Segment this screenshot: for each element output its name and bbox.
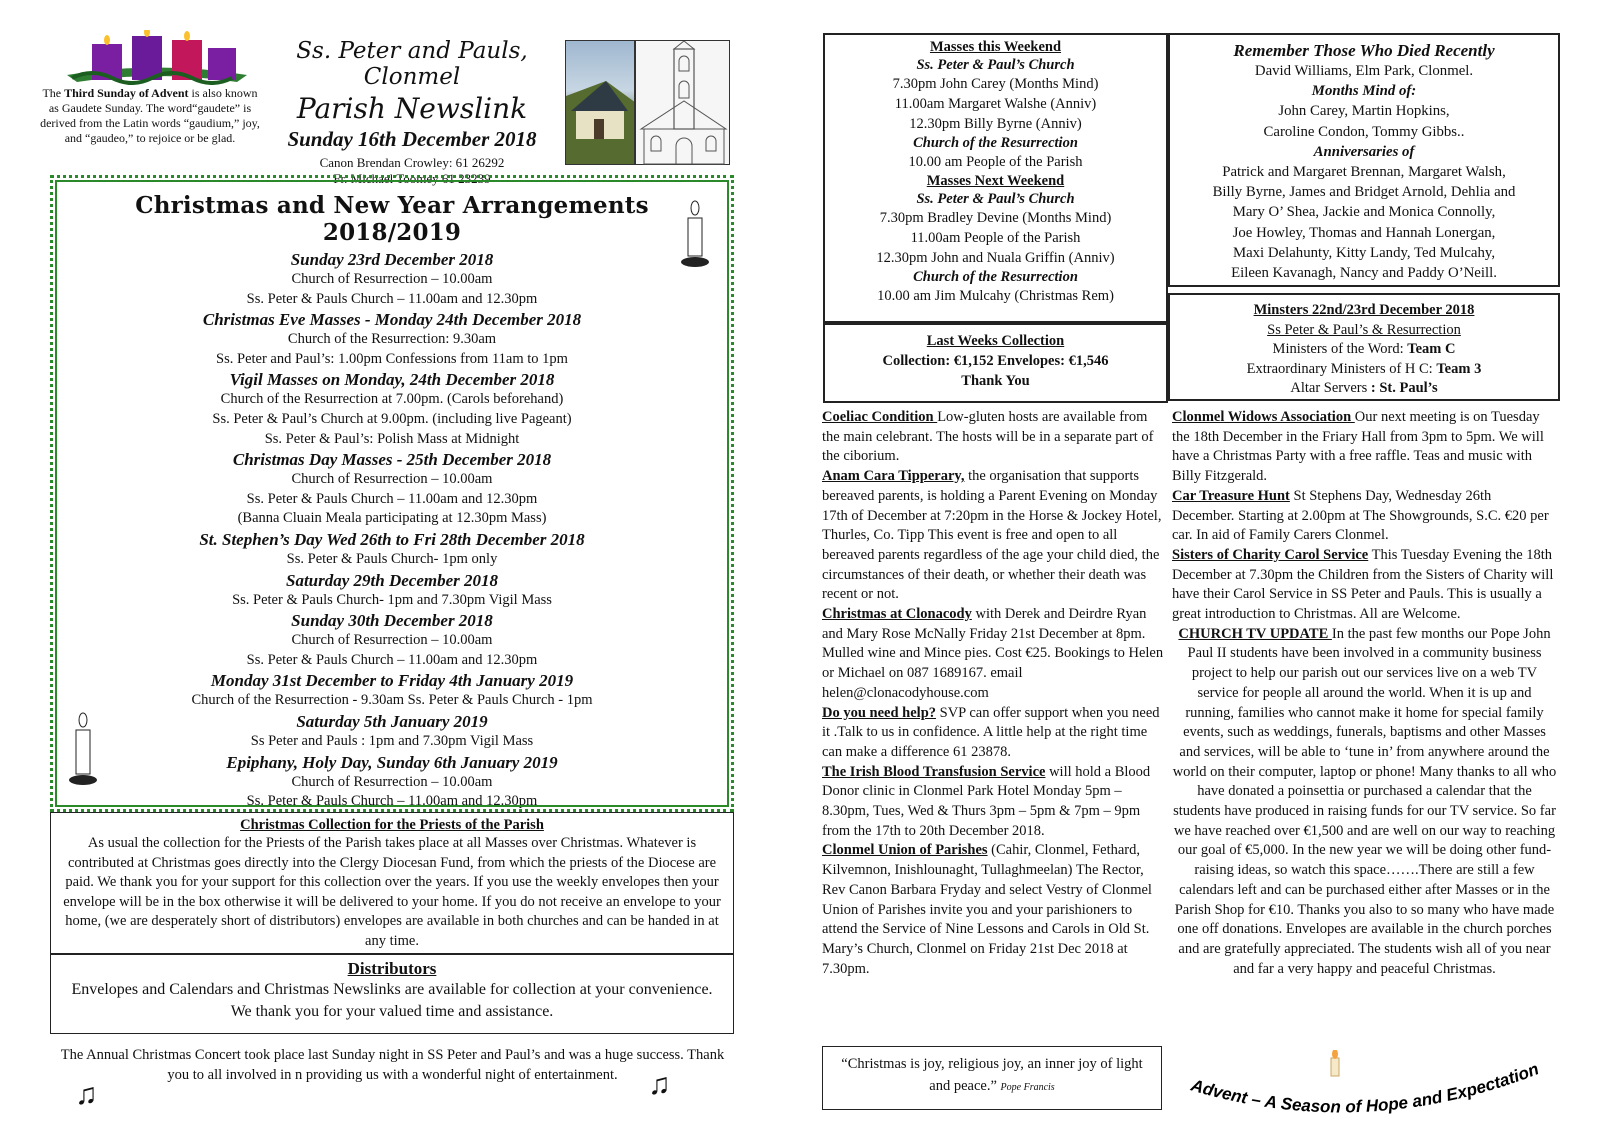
schedule-heading: Saturday 5th January 2019 xyxy=(296,711,488,731)
notice-heading: Anam Cara Tipperary, xyxy=(822,468,965,485)
remember-box: Remember Those Who Died Recently David Williams, Elm Park, Clonmel. Months Mind of: John Carey, Martin Hopkins, Caroline Condon, Tommy Gibbs.. Anniversaries of Patrick and Margaret Brennan, Margaret Walsh, Billy Byrne, James and Bridget Arnold, Dehlia and Mary O’ Shea, Jackie and Monica Connolly, Joe Howley, Thomas and Hannah Lonergan, Maxi Delahunty, Kitty Landy, Ted Mulcahy, Eileen Kavanagh, Nancy and Paddy O’Neill. xyxy=(1168,33,1560,287)
church-tv-update: CHURCH TV UPDATE In the past few months our Pope John Paul II students have been involved in a community business project to help our parish out our services live on a web TV service for people all around the world. When it is up and running, families who cannot make it home for special family events, such as weddings, funerals, baptisms and other Masses and services, will be able to ‘tune in’ from anywhere around the world on their computer, laptop or phone! Many thanks to all who have donated a poinsettia or purchased a calendar that the students have produced in raising funds for our TV service. So far we have reached over €1,500 and are well on our way to reaching our goal of €5,000. In the new year we will be doing other fund-raising ideas, so watch this space…….There are still a few calendars left and can be purchased either after Masses or in the Parish Shop for €10. Thanks you also to so many who have made one off donations. Envelopes are available in the church porches and are gratefully appreciated. The students wish all of you near and far a very happy and peaceful Christmas. xyxy=(1172,625,1557,977)
notice-text: This Tuesday Evening the 18th December at 7.30pm the Children from the Sisters of Charity will have their Carol Service in SS Peter and Pauls. This is usually a great introduction to Christmas. All are Welcome. xyxy=(1172,546,1554,623)
notice-item xyxy=(822,704,1167,763)
arrangements-title: Christmas and New Year Arrangements 2018/2019 xyxy=(135,192,649,246)
schedule-line: Church of the Resurrection at 7.00pm. (Carols beforehand) xyxy=(220,391,564,408)
notice-heading: Car Treasure Hunt xyxy=(1172,487,1290,504)
months-mind-line: Caroline Condon, Tommy Gibbs.. xyxy=(1263,123,1465,140)
notice-item xyxy=(1172,487,1557,546)
schedule-heading: Vigil Masses on Monday, 24th December 2018 xyxy=(229,370,555,390)
notice-text: (Cahir, Clonmel, Fethard, Kilvemnon, Inishlounaght, Tullaghmeelan) The Rector, Rev Canon Barbara Fryday and select Vestry of Clonmel Union of Parishes invite you and your parishioners to attend the Service of Nine Lessons and Carols in Old St. Mary’s Church, Clonmel on Friday 21st Dec 2018 at 7.30pm. xyxy=(822,842,1152,977)
schedule-line: Church of the Resurrection: 9.30am xyxy=(287,331,497,348)
schedule-line: Ss Peter and Pauls : 1pm and 7.30pm Vigil Mass xyxy=(250,732,534,749)
anniversary-line: Maxi Delahunty, Kitty Landy, Ted Mulcahy, xyxy=(1232,245,1496,262)
remember-title: Remember Those Who Died Recently xyxy=(1233,41,1495,60)
notice-item xyxy=(822,408,1167,467)
months-mind-line: John Carey, Martin Hopkins, xyxy=(1278,103,1450,120)
schedule-heading: Sunday 30th December 2018 xyxy=(291,611,493,631)
last-week-collection-box: Last Weeks Collection Collection: €1,152 Envelopes: €1,546 Thank You xyxy=(823,323,1168,403)
schedule-line: Church of Resurrection – 10.00am xyxy=(291,471,493,488)
church-photo xyxy=(565,40,635,165)
notice-heading: Coeliac Condition xyxy=(822,409,938,425)
notice-heading: Clonmel Widows Association xyxy=(1172,409,1355,425)
notice-text: with Derek and Deirdre Ryan and Mary Rose McNally Friday 21st December at 8pm. Mulled wine and Mince pies. Cost €25. Bookings to Helen or Michael on 087 1689167. email helen@clonacodyhouse.com xyxy=(822,606,1164,701)
advent-banner xyxy=(1185,1050,1565,1120)
distributors-body: Envelopes and Calendars and Christmas Newslinks are available for collection at your convenience. We thank you for your valued time and assistance. xyxy=(71,981,713,1020)
schedule-heading: Christmas Eve Masses - Monday 24th December 2018 xyxy=(202,310,582,330)
schedule-line: Ss. Peter & Pauls Church- 1pm and 7.30pm Vigil Mass xyxy=(232,591,552,608)
schedule-line: (Banna Cluain Meala participating at 12.30pm Mass) xyxy=(237,510,547,527)
masthead xyxy=(262,38,562,187)
schedule-list xyxy=(63,249,721,812)
candle-icon xyxy=(68,712,98,787)
schedule-line: Church of the Resurrection - 9.30am Ss. Peter & Pauls Church - 1pm xyxy=(191,692,593,709)
church-sketch xyxy=(635,40,730,165)
distributors-title: Distributors xyxy=(347,959,437,978)
notice-text: Our next meeting is on Tuesday the 18th December in the Friary Hall from 3pm to 5pm. We will have a Christmas Party with a free raffle. Teas and music with Billy Fitzgerald. xyxy=(1172,409,1544,485)
schedule-line: Ss. Peter & Pauls Church – 11.00am and 12.30pm xyxy=(246,651,538,668)
schedule-line: Ss. Peter & Paul’s: Polish Mass at Midnight xyxy=(264,430,520,447)
collection-body: As usual the collection for the Priests of the Parish takes place at all Masses over Christmas. Whatever is contributed at Christmas goes directly into the Clergy Diocesan Fund, from which the priests of the Diocese are paid. We thank you for your support for this collection over the years. If you use the weekly envelopes then your envelope will be in the box otherwise it will be delivered to your home. If you do not receive an envelope to your home, (we are desperately short of distributors) envelopes are available in both churches and can be handed in at any time. xyxy=(63,835,721,949)
notice-item xyxy=(1172,408,1557,487)
christmas-arrangements-box xyxy=(50,175,734,812)
concert-note: The Annual Christmas Concert took place last Sunday night in SS Peter and Paul’s and was a huge success. Thank you to all involved in n providing us with a wonderful night of entertainment. xyxy=(60,1047,725,1083)
advent-banner-text: Advent – A Season of Hope and Expectation xyxy=(1188,1059,1542,1117)
ministers-box: Minsters 22nd/23rd December 2018 Ss Peter & Paul’s & Resurrection Ministers of the Word: Team C Extraordinary Ministers of H C: Team 3 Altar Servers : St. Paul’s xyxy=(1168,293,1560,401)
anniversary-line: Patrick and Margaret Brennan, Margaret Walsh, xyxy=(1222,163,1506,180)
this-weekend-list xyxy=(831,74,1160,134)
schedule-heading: St. Stephen’s Day Wed 26th to Fri 28th December 2018 xyxy=(199,529,585,549)
mass-line: 7.30pm John Carey (Months Mind) xyxy=(892,76,1099,92)
schedule-line: Church of Resurrection – 10.00am xyxy=(291,773,493,790)
anniversary-line: Joe Howley, Thomas and Hannah Lonergan, xyxy=(1232,224,1496,241)
notice-heading: Clonmel Union of Parishes xyxy=(822,842,988,859)
quote-box: “Christmas is joy, religious joy, an inner joy of light and peace.” Pope Francis xyxy=(822,1046,1162,1110)
mass-line: 7.30pm Bradley Devine (Months Mind) xyxy=(879,210,1112,226)
schedule-line: Ss. Peter & Pauls Church – 11.00am and 12.30pm xyxy=(246,793,538,810)
notice-text: SVP can offer support when you need it .Talk to us in confidence. A little help at the right time can make a difference 61 23878. xyxy=(822,704,1160,760)
notice-item xyxy=(822,605,1167,704)
collection-title: Christmas Collection for the Priests of the Parish xyxy=(240,817,544,833)
schedule-heading: Epiphany, Holy Day, Sunday 6th January 2019 xyxy=(226,752,558,772)
notice-text: will hold a Blood Donor clinic in Clonmel Park Hotel Monday 5pm – 8.30pm, Tues, Wed & Thurs 3pm – 5pm & 7pm – 9pm from the 17th to 20th December 2018. xyxy=(822,763,1151,839)
schedule-line: Church of Resurrection – 10.00am xyxy=(291,632,493,649)
mass-line: 12.30pm John and Nuala Griffin (Anniv) xyxy=(876,250,1115,266)
schedule-heading: Sunday 23rd December 2018 xyxy=(290,250,494,269)
schedule-line: Ss. Peter & Paul’s Church at 9.00pm. (including live Pageant) xyxy=(212,410,572,427)
schedule-heading: Saturday 29th December 2018 xyxy=(285,570,499,590)
newsletter-date: Sunday 16th December 2018 xyxy=(287,127,537,151)
schedule-line: Ss. Peter & Pauls Church- 1pm only xyxy=(286,550,498,567)
masses-next-weekend-title: Masses Next Weekend xyxy=(926,173,1065,189)
mass-line: 11.00am Margaret Walshe (Anniv) xyxy=(894,96,1097,112)
mass-line: 11.00am People of the Parish xyxy=(910,230,1081,246)
christmas-collection-box xyxy=(50,812,734,954)
schedule-heading: Monday 31st December to Friday 4th January 2019 xyxy=(210,671,574,691)
contacts: Canon Brendan Crowley: 61 26292 Fr. Michael Toomey 61 23239 xyxy=(319,155,505,186)
anniversary-line: Eileen Kavanagh, Nancy and Paddy O’Neill. xyxy=(1231,265,1497,282)
advent-wreath-image xyxy=(62,30,252,85)
notice-text: St Stephens Day, Wednesday 26th December. Starting at 2.00pm at The Showgrounds, S.C. €20 per car. In aid of Family Carers Clonmel. xyxy=(1172,487,1549,544)
svg-text:Advent – A Season of Hope and xyxy=(1188,1059,1541,1116)
notice-item xyxy=(822,763,1167,842)
music-note-icon: ♫ xyxy=(75,1078,98,1111)
schedule-line: Ss. Peter & Pauls Church – 11.00am and 12.30pm xyxy=(246,490,538,507)
notices-right-column xyxy=(1172,408,1557,979)
notice-heading: Sisters of Charity Carol Service xyxy=(1172,546,1369,563)
notice-heading: Christmas at Clonacody xyxy=(822,606,972,623)
notice-text: Low-gluten hosts are available from the main celebrant. The hosts will be in a separate part of the ciborium. xyxy=(822,409,1154,465)
advent-note: The Third Sunday of Advent is also known as Gaudete Sunday. The word“gaudete” is derived from the Latin words “gaudium,” joy, and “gaudeo,” to rejoice or be glad. xyxy=(40,86,260,145)
distributors-box xyxy=(50,954,734,1034)
notices-left-column xyxy=(822,408,1167,979)
masses-box: Masses this Weekend Ss. Peter & Paul’s Church 7.30pm John Carey (Months Mind) 11.00am Margaret Walshe (Anniv) 12.30pm Billy Byrne (Anniv) Church of the Resurrection 10.00 am People of the Parish Masses Next Weekend Ss. Peter & Paul’s Church 7.30pm Bradley Devine (Months Mind) 11.00am People of the Parish 12.30pm John and Nuala Griffin (Anniv) Church of the Resurrection 10.00 am Jim Mulcahy (Christmas Rem) xyxy=(823,33,1168,323)
months-mind-list xyxy=(1176,101,1552,142)
notice-heading: The Irish Blood Transfusion Service xyxy=(822,763,1046,780)
anniversary-line: Mary O’ Shea, Jackie and Monica Connolly, xyxy=(1232,204,1496,221)
notice-item xyxy=(822,841,1167,979)
notice-heading: Do you need help? xyxy=(822,704,937,721)
parish-name: Ss. Peter and Pauls, Clonmel xyxy=(296,38,528,90)
music-note-icon: ♫ xyxy=(648,1068,671,1101)
candle-icon xyxy=(680,200,710,270)
notice-text: the organisation that supports bereaved parents, is holding a Parent Evening on Monday 17th of December at 7:20pm in the Horse & Jockey Hotel, Thurles, Co. Tipp This event is free and open to all bereaved parents regardless of the age your child died, the circumstances of their death, or whether their death was recent or not. xyxy=(822,468,1162,603)
newsletter-title: Parish Newslink xyxy=(296,92,528,125)
schedule-line: Church of Resurrection – 10.00am xyxy=(291,271,493,287)
mass-line: 12.30pm Billy Byrne (Anniv) xyxy=(909,116,1082,132)
schedule-heading: Christmas Day Masses - 25th December 2018 xyxy=(232,450,552,470)
notice-item xyxy=(1172,546,1557,625)
anniversary-line: Billy Byrne, James and Bridget Arnold, Dehlia and xyxy=(1212,184,1516,201)
masses-this-weekend-title: Masses this Weekend xyxy=(929,39,1062,55)
next-weekend-list xyxy=(831,208,1160,268)
notice-item xyxy=(822,467,1167,605)
schedule-line: Ss. Peter & Pauls Church – 11.00am and 12.30pm xyxy=(246,290,538,307)
anniversaries-list xyxy=(1176,162,1552,284)
schedule-line: Ss. Peter and Paul’s: 1.00pm Confessions from 11am to 1pm xyxy=(216,350,568,367)
